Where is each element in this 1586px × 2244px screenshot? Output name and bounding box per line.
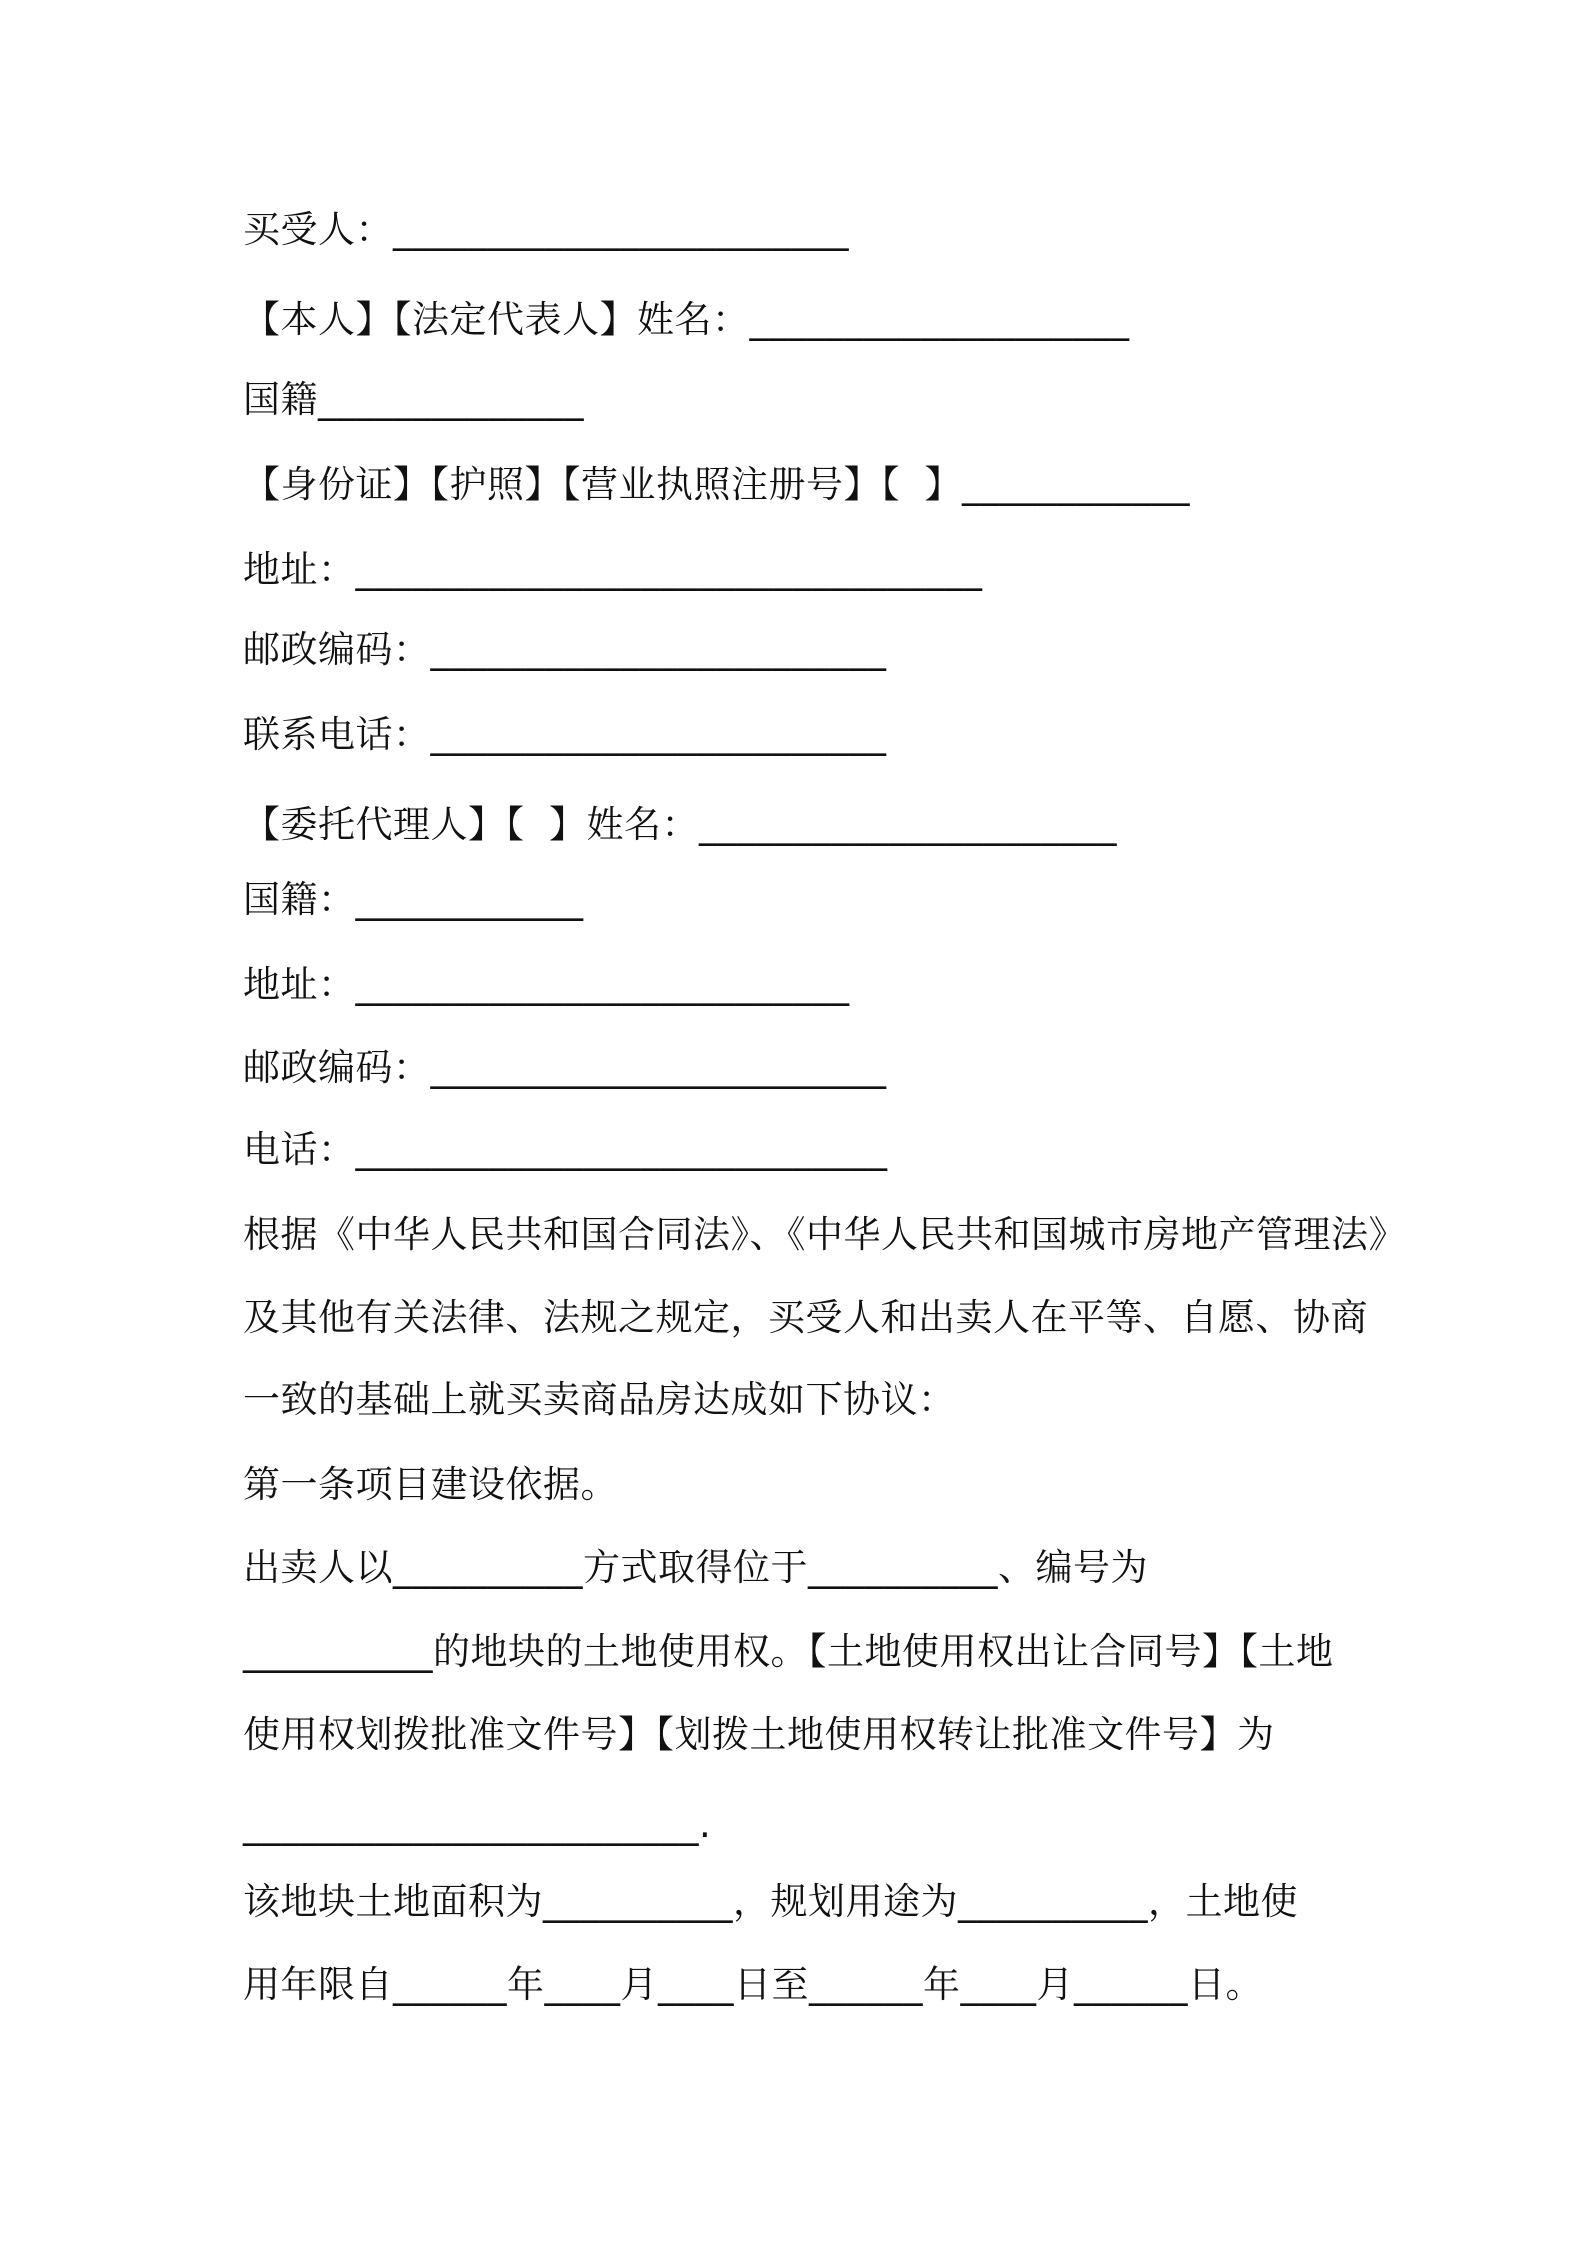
land-acquisition-line-2: __________的地块的土地使用权。【土地使用权出让合同号】【土地 — [243, 1630, 1334, 1673]
address-line: 地址：_________________________________ — [243, 548, 983, 591]
legal-basis-line-3: 一致的基础上就买卖商品房达成如下协议： — [243, 1378, 956, 1421]
legal-basis-line-1: 根据《中华人民共和国合同法》、《中华人民共和国城市房地产管理法》 — [243, 1213, 1406, 1256]
buyer-line: 买受人：________________________ — [243, 208, 849, 251]
nationality-line: 国籍______________ — [243, 378, 584, 421]
contact-phone-line: 联系电话：________________________ — [243, 713, 887, 756]
land-acquisition-line-1: 出卖人以__________方式取得位于__________、编号为 — [243, 1546, 1148, 1589]
id-document-line: 【身份证】【护照】【营业执照注册号】【 】____________ — [243, 463, 1191, 506]
postal-code-line: 邮政编码：________________________ — [243, 628, 887, 671]
land-area-line-1: 该地块土地面积为__________，规划用途为__________，土地使 — [243, 1880, 1298, 1923]
representative-name-line: 【本人】【法定代表人】姓名：____________________ — [243, 298, 1130, 341]
agent-nationality-line: 国籍：____________ — [243, 878, 584, 921]
land-acquisition-line-3: 使用权划拨批准文件号】【划拨土地使用权转让批准文件号】为 — [243, 1713, 1275, 1756]
legal-basis-line-2: 及其他有关法律、法规之规定，买受人和出卖人在平等、自愿、协商 — [243, 1296, 1368, 1339]
land-area-line-2: 用年限自______年____月____日至______年____月______日。 — [243, 1963, 1263, 2006]
agent-postal-code-line: 邮政编码：________________________ — [243, 1046, 887, 1089]
article-1-heading: 第一条项目建设依据。 — [243, 1463, 618, 1506]
agent-address-line: 地址：__________________________ — [243, 963, 850, 1006]
land-acquisition-line-4: ________________________. — [243, 1803, 712, 1846]
agent-phone-line: 电话：____________________________ — [243, 1128, 888, 1171]
agent-name-line: 【委托代理人】【 】姓名：______________________ — [243, 803, 1118, 846]
